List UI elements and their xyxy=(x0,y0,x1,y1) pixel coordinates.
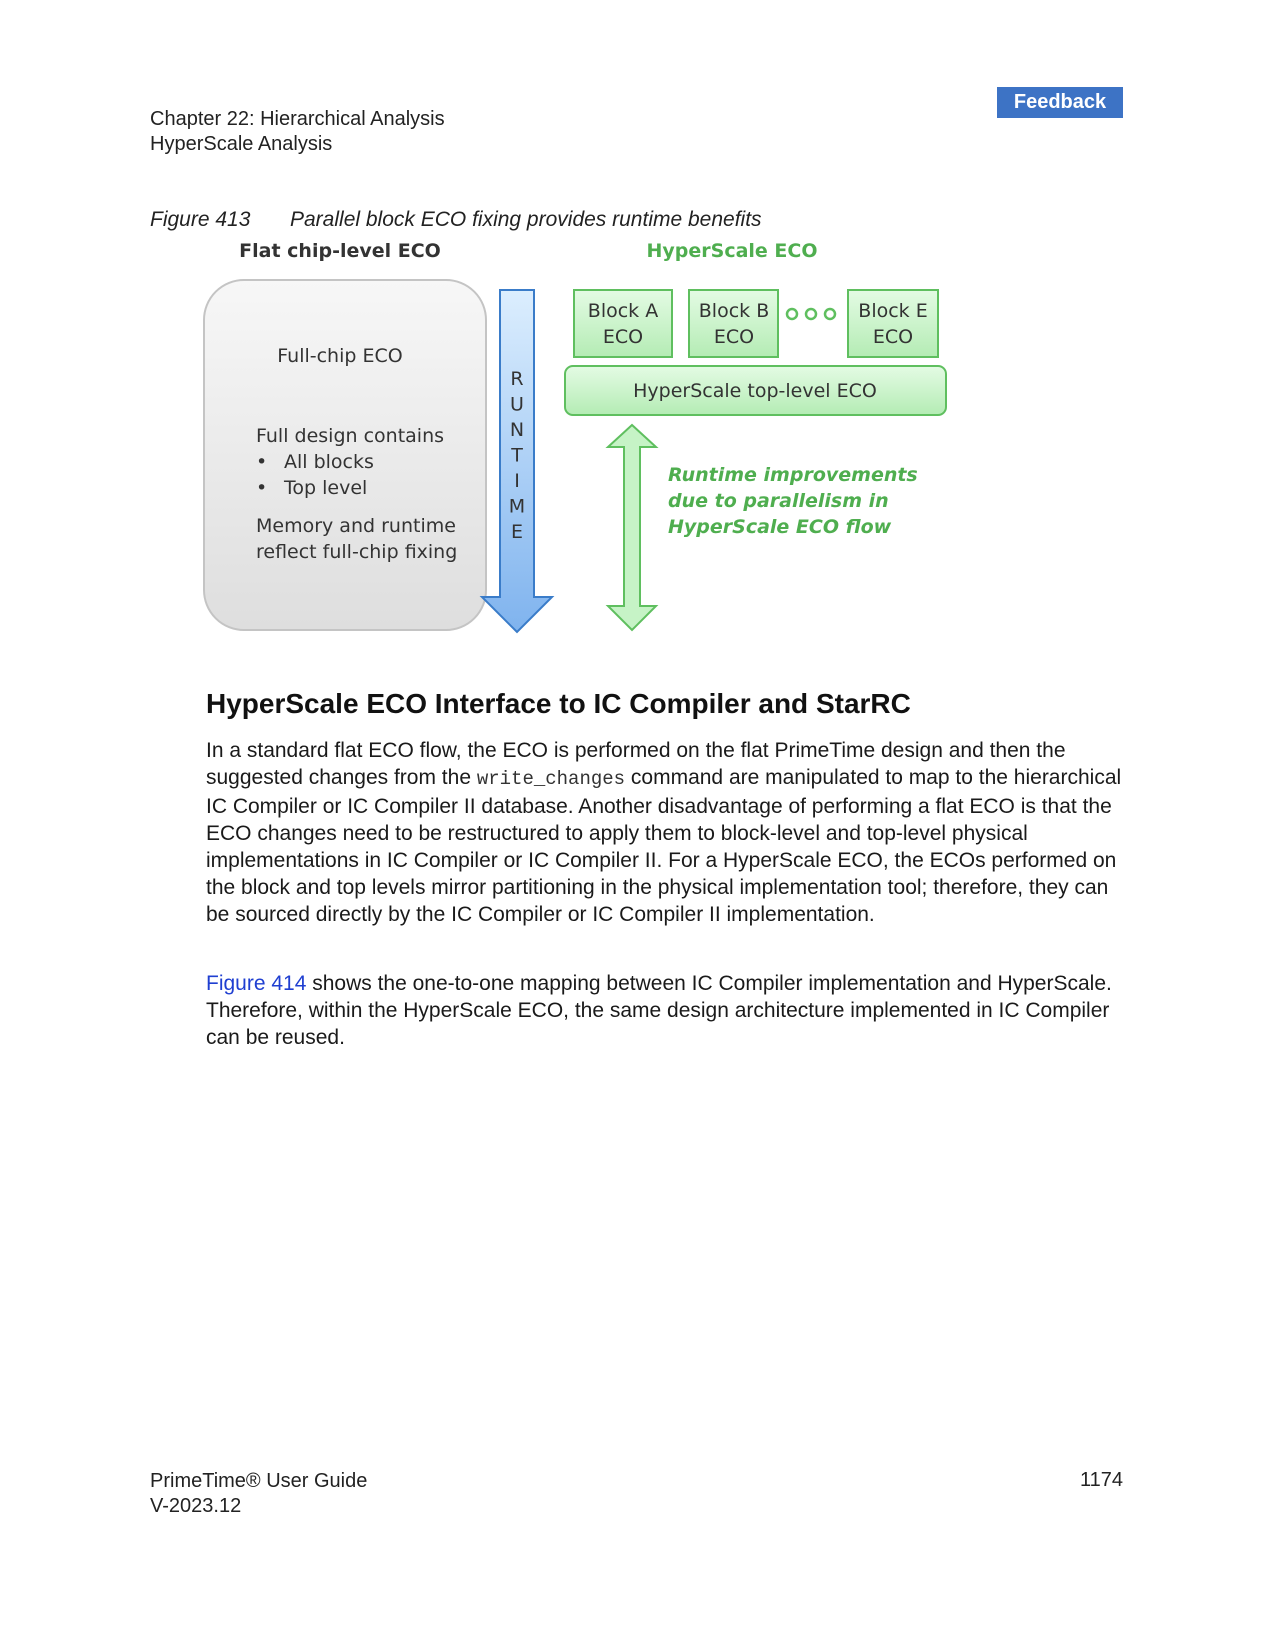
block-a-eco-label: ECO xyxy=(602,326,644,348)
guide-title: PrimeTime® User Guide xyxy=(150,1470,368,1492)
figure-414-link[interactable]: Figure 414 xyxy=(206,972,307,995)
runtime-letter: R xyxy=(510,368,524,390)
memory-runtime-line-1: Memory and runtime xyxy=(256,515,456,537)
improvement-line-2: due to parallelism in xyxy=(668,490,889,512)
write-changes-command: write_changes xyxy=(476,768,626,790)
footer-left xyxy=(150,1469,367,1519)
runtime-improvement-double-arrow xyxy=(608,425,656,630)
section-subtitle: HyperScale Analysis xyxy=(150,133,333,155)
para1-text-end: command are manipulated to map to the hierarchical IC Compiler or IC Compiler II database. Another disadvantage of performing a flat ECO is that the ECO changes need to be restructured to apply them to block-level and top-level physical implementations in IC Compiler or IC Compiler II. For a HyperScale ECO, the ECOs performed on the block and top levels mirror partitioning in the physical implementation tool; therefore, they can be sourced directly by the IC Compiler or IC Compiler II implementation. xyxy=(206,766,1122,926)
chapter-title: Chapter 22: Hierarchical Analysis xyxy=(150,108,445,130)
ellipsis-dot-3 xyxy=(825,309,835,319)
bullet-item-top-level: Top level xyxy=(284,477,368,499)
figure-caption-text: Parallel block ECO fixing provides runtime benefits xyxy=(290,208,762,231)
eco-diagram xyxy=(200,240,1020,670)
bullet-item-blocks: All blocks xyxy=(284,451,374,473)
block-a-label: Block A xyxy=(587,300,659,322)
figure-number: Figure 413 xyxy=(150,208,251,231)
runtime-letter: E xyxy=(510,521,524,543)
para1-text-start: In a standard flat ECO flow, the ECO is performed on the flat PrimeTime design and then the suggested changes from the xyxy=(206,739,1066,789)
runtime-letter: I xyxy=(514,470,520,492)
improvement-line-3: HyperScale ECO flow xyxy=(668,516,892,538)
paragraph-flat-eco xyxy=(206,737,1126,928)
block-e-label: Block E xyxy=(858,300,928,322)
para2-text: shows the one-to-one mapping between IC Compiler implementation and HyperScale. Therefore, within the HyperScale ECO, the same design architecture implemented in IC Compiler can be reused. xyxy=(206,972,1112,1049)
flat-eco-title: Flat chip-level ECO xyxy=(239,240,441,262)
ellipsis-dot-2 xyxy=(806,309,816,319)
runtime-letter: T xyxy=(511,444,523,467)
running-header xyxy=(150,107,445,157)
feedback-button[interactable]: Feedback xyxy=(997,87,1123,118)
full-chip-label: Full-chip ECO xyxy=(277,345,403,367)
block-b-eco-label: ECO xyxy=(713,326,755,348)
bullet-dot-1: • xyxy=(256,451,268,473)
guide-version: V-2023.12 xyxy=(150,1495,242,1517)
memory-runtime-line-2: reflect full-chip fixing xyxy=(256,541,458,563)
paragraph-mapping xyxy=(206,970,1126,1051)
figure-caption xyxy=(150,208,762,232)
block-b-label: Block B xyxy=(698,300,770,322)
section-heading: HyperScale ECO Interface to IC Compiler and StarRC xyxy=(206,688,911,719)
design-contains-label: Full design contains xyxy=(256,425,445,447)
runtime-letters xyxy=(509,368,525,543)
ellipsis-dot-1 xyxy=(787,309,797,319)
runtime-letter: U xyxy=(510,393,524,416)
hyperscale-eco-title: HyperScale ECO xyxy=(646,240,818,262)
block-e-eco-label: ECO xyxy=(872,326,914,348)
runtime-letter: N xyxy=(509,419,525,441)
runtime-letter: M xyxy=(508,495,526,518)
toplevel-eco-label: HyperScale top-level ECO xyxy=(633,380,877,402)
bullet-dot-2: • xyxy=(256,477,268,499)
page-number: 1174 xyxy=(1079,1469,1123,1491)
improvement-line-1: Runtime improvements xyxy=(668,464,918,486)
